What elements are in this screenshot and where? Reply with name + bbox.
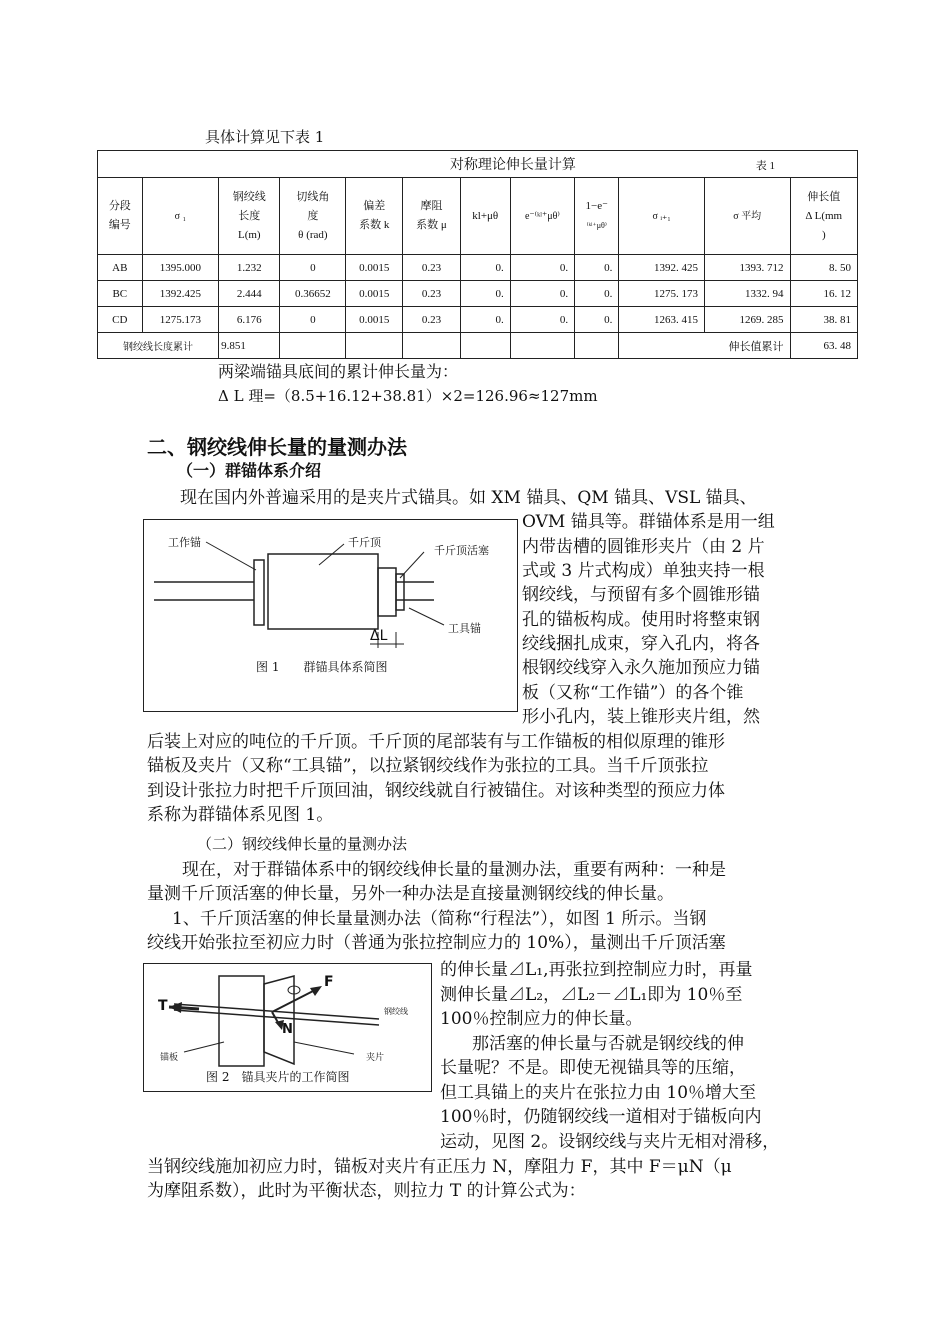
table-header-cell (790, 178, 857, 255)
label-piston: 千斤顶活塞 (434, 544, 489, 557)
table-row (98, 307, 858, 333)
text-line: 运动，见图 2。设钢绞线与夹片无相对滑移， (440, 1132, 780, 1152)
table-title-cell (98, 151, 858, 178)
table-cell: 0.0015 (346, 255, 403, 281)
text-line: 形小孔内，装上锥形夹片组，然 (522, 707, 760, 727)
sum-line-1: 两梁端锚具底间的累计伸长量为： (218, 362, 459, 381)
text-line: 的伸长量⊿L₁,再张拉到控制应力时，再量 (440, 960, 753, 980)
table-cell: 1395.000 (142, 255, 218, 281)
table-header-cell (704, 178, 790, 255)
table-cell: 2.444 (219, 281, 280, 307)
header-line: 系数 μ (416, 219, 447, 231)
header-line: 分段 (108, 200, 131, 212)
text-line: 绞线捆扎成束，穿入孔内，将各 (522, 634, 760, 654)
table-cell: 0. (510, 281, 574, 307)
text-line: 系称为群锚体系见图 1。 (147, 805, 334, 825)
text-line: 100％控制应力的伸长量。 (440, 1009, 643, 1029)
total-empty-cell (510, 333, 574, 359)
table-cell: 1.232 (219, 255, 280, 281)
table-cell: 16. 12 (790, 281, 857, 307)
text-line: 到设计张拉力时把千斤顶回油，钢绞线就自行被锚住。对该种类型的预应力体 (147, 781, 725, 801)
table-cell: 6.176 (219, 307, 280, 333)
table-cell: 0 (280, 307, 346, 333)
table-header-cell (403, 178, 461, 255)
table-cell: 0. (575, 307, 619, 333)
header-line: σ ᵢ₊₁ (652, 210, 671, 222)
label-clip: 夹片 (366, 1053, 385, 1063)
header-line: 编号 (108, 219, 131, 231)
table-cell: 1269. 285 (704, 307, 790, 333)
text-line: 后装上对应的吨位的千斤顶。千斤顶的尾部装有与工作锚板的相似原理的锥形 (147, 732, 725, 752)
table-header-cell (142, 178, 218, 255)
text-line: 现在，对于群锚体系中的钢绞线伸长量的量测办法，重要有两种：一种是 (182, 860, 726, 880)
header-line: σ ₁ (174, 210, 187, 222)
sum-formula: Δ L 理=（8.5+16.12+38.81）×2=126.96≈127mm (218, 387, 598, 405)
text-line: 那活塞的伸长量与否就是钢绞线的伸 (472, 1034, 744, 1054)
label-strand: 钢绞线 (384, 1007, 408, 1016)
table-header-cell (619, 178, 705, 255)
label-delta-l: ΔL (370, 628, 388, 644)
text-line: 现在国内外普遍采用的是夹片式锚具。如 XM 锚具、QM 锚具、VSL 锚具、 (180, 488, 757, 508)
header-line: Δ L(mm (805, 209, 843, 222)
total-elong-label: 伸长值累计 (619, 333, 790, 359)
total-length-value: 9.851 (219, 333, 280, 359)
subsection-2-heading: （二）钢绞线伸长量的量测办法 (197, 835, 408, 853)
label-jack: 千斤顶 (348, 536, 381, 549)
total-empty-cell (280, 333, 346, 359)
text-line: 孔的锚板构成。使用时将整束钢 (522, 610, 760, 630)
text-line: 测伸长量⊿L₂，⊿L₂－⊿L₁即为 10％至 (440, 985, 743, 1005)
text-line: 量测千斤顶活塞的伸长量，另外一种办法是直接量测钢绞线的伸长量。 (147, 884, 674, 904)
header-line: 1−e⁻ (585, 200, 608, 212)
table-cell: 1275. 173 (619, 281, 705, 307)
header-line: ) (821, 228, 826, 241)
header-line: e⁻⁽ᵏˡ⁺μθ⁾ (524, 210, 560, 222)
text-line: 100％时，仍随钢绞线一道相对于锚板向内 (440, 1107, 762, 1127)
total-length-label: 钢绞线长度累计 (98, 333, 219, 359)
table-row (98, 255, 858, 281)
text-line: 内带齿槽的圆锥形夹片（由 2 片 (522, 537, 765, 557)
text-line: 但工具锚上的夹片在张拉力由 10％增大至 (440, 1083, 757, 1103)
label-work-anchor: 工作锚 (168, 536, 201, 549)
label-tool-anchor: 工具锚 (448, 622, 481, 635)
table-header-cell (280, 178, 346, 255)
table-header-cell (510, 178, 574, 255)
header-line: 钢绞线 (232, 190, 266, 203)
figure-1-caption: 图 1 群锚具体系简图 (256, 660, 388, 674)
table-cell: 0. (575, 281, 619, 307)
header-line: σ 平均 (733, 210, 762, 222)
table-cell: 0 (280, 255, 346, 281)
table-header-cell (346, 178, 403, 255)
table-header-cell (575, 178, 619, 255)
total-empty-cell (575, 333, 619, 359)
table-cell: 1263. 415 (619, 307, 705, 333)
table-cell: CD (98, 307, 143, 333)
table-cell: 0.36652 (280, 281, 346, 307)
table-cell: 0.0015 (346, 281, 403, 307)
text-line: 为摩阻系数），此时为平衡状态，则拉力 T 的计算公式为： (147, 1181, 586, 1201)
table-cell: 1392.425 (142, 281, 218, 307)
table-cell: BC (98, 281, 143, 307)
text-line: 板（又称“工作锚”）的各个锥 (522, 683, 744, 703)
label-T: T (158, 998, 168, 1014)
table-cell: 0. (510, 307, 574, 333)
table-header-cell (98, 178, 143, 255)
figure-2-caption: 图 2 锚具夹片的工作简图 (206, 1070, 350, 1084)
header-line: L(m) (237, 228, 261, 241)
header-line: 切线角 (296, 190, 330, 203)
label-F: F (324, 974, 334, 990)
table-cell: 1393. 712 (704, 255, 790, 281)
table-cell: 1275.173 (142, 307, 218, 333)
header-line: 长度 (238, 209, 261, 222)
table-cell: 0.23 (403, 307, 461, 333)
text-line: 1、千斤顶活塞的伸长量量测办法（简称“行程法”），如图 1 所示。当钢 (172, 909, 707, 929)
table-cell: 0.23 (403, 255, 461, 281)
header-line: ⁽ᵏˡ⁺μθ⁾ (586, 221, 607, 230)
text-line: 绞线开始张拉至初应力时（普通为张拉控制应力的 10%），量测出千斤顶活塞 (147, 933, 726, 953)
label-plate: 锚板 (160, 1053, 179, 1063)
table-cell: 0.0015 (346, 307, 403, 333)
header-line: 偏差 (363, 200, 386, 212)
header-line: 度 (307, 209, 319, 222)
table-cell: 0. (510, 255, 574, 281)
table-cell: 0. (460, 255, 510, 281)
figure-2 (143, 963, 432, 1092)
text-line: 根钢绞线穿入永久施加预应力锚 (522, 658, 760, 678)
table-row (98, 281, 858, 307)
table-header-row (98, 178, 858, 255)
total-elong-value: 63. 48 (790, 333, 857, 359)
table-number: 表 1 (755, 160, 775, 172)
table-cell: 0. (575, 255, 619, 281)
table-cell: 0. (460, 281, 510, 307)
intro-text: 具体计算见下表 1 (205, 128, 325, 146)
header-line: 系数 k (359, 219, 390, 231)
table-header-cell (460, 178, 510, 255)
header-line: kl+μθ (472, 209, 499, 222)
table-title: 对称理论伸长量计算 (449, 158, 576, 173)
label-N: N (282, 1022, 293, 1037)
header-line: θ (rad) (298, 228, 328, 241)
table-cell: 8. 50 (790, 255, 857, 281)
total-empty-cell (346, 333, 403, 359)
text-line: OVM 锚具等。群锚体系是用一组 (522, 512, 775, 532)
table-cell: AB (98, 255, 143, 281)
total-empty-cell (403, 333, 461, 359)
table-cell: 1392. 425 (619, 255, 705, 281)
header-line: 摩阻 (420, 200, 443, 212)
subsection-1-heading: （一）群锚体系介绍 (177, 461, 322, 480)
text-line: 长量呢？不是。即使无视锚具等的压缩， (440, 1058, 746, 1078)
header-line: 伸长值 (807, 190, 841, 203)
table-header-cell (219, 178, 280, 255)
section-heading: 二、钢绞线伸长量的量测办法 (147, 435, 407, 459)
table-cell: 0. (460, 307, 510, 333)
text-line: 式或 3 片式构成）单独夹持一根 (522, 561, 765, 581)
table-total-row (98, 333, 858, 359)
total-empty-cell (460, 333, 510, 359)
table-cell: 38. 81 (790, 307, 857, 333)
elongation-table (97, 150, 858, 359)
table-cell: 0.23 (403, 281, 461, 307)
text-line: 钢绞线，与预留有多个圆锥形锚 (522, 585, 760, 605)
table-body (98, 255, 858, 333)
figure-1 (143, 519, 518, 712)
text-line: 当钢绞线施加初应力时，锚板对夹片有正压力 N，摩阻力 F，其中 F＝μN（μ (147, 1157, 732, 1177)
table-cell: 1332. 94 (704, 281, 790, 307)
text-line: 锚板及夹片（又称“工具锚”，以拉紧钢绞线作为张拉的工具。当千斤顶张拉 (147, 756, 709, 776)
